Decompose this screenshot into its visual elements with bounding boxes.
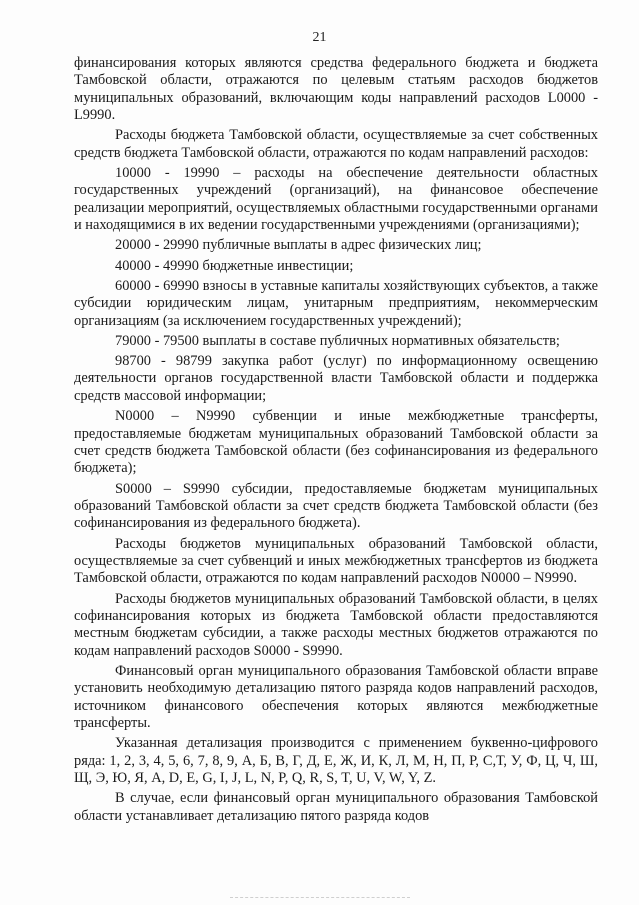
paragraph: 40000 - 49990 бюджетные инвестиции; — [115, 257, 354, 274]
paragraph: 98700 - 98799 закупка работ (услуг) по информационному освещению деятельности органов государственной власти Тамбовской области и поддержка средств массовой информации; — [74, 353, 598, 404]
page-number: 21 — [312, 30, 327, 45]
paragraph: N0000 – N9990 субвенции и иные межбюджетные трансферты, предоставляемые бюджетам муниципальных образований Тамбовской области за счет средств бюджета Тамбовской области (без софинансирования из федерального бюджета); — [74, 408, 598, 477]
paragraph: 79000 - 79500 выплаты в составе публичных нормативных обязательств; — [115, 332, 560, 349]
paragraph: Финансовый орган муниципального образования Тамбовской области вправе установить необходимую детализацию пятого разряда кодов направлений расходов, источником финансового обеспечения которых являются межбюджетные трансферты. — [74, 662, 598, 732]
paragraph: Расходы бюджетов муниципальных образований Тамбовской области, в целях софинансирования которых из бюджета Тамбовской области предоставляются местным бюджетам субсидии, а также расходы местных бюджетов отражаются по кодам направлений расходов S0000 - S9990. — [74, 590, 598, 659]
paragraph: 60000 - 69990 взносы в уставные капиталы хозяйствующих субъектов, а также субсидии юридическим лицам, унитарным предприятиям, некоммерческим организациям (за исключением государственных учреждений); — [74, 277, 598, 329]
paragraph: Указанная детализация производится с применением буквенно-цифрового ряда: 1, 2, 3, 4, 5, 6, 7, 8, 9, А, Б, В, Г, Д, Е, Ж, И, К, Л, М, Н, П, Р, С,Т, У, Ф, Ц, Ч, Ш, Щ, Э, Ю, Я, A, D, E, G, I, J, L, N, P, Q, R, S, T, U, V, W, Y, Z. — [74, 735, 598, 787]
paragraph: 10000 - 19990 – расходы на обеспечение деятельности областных государственных учреждений (организаций), на финансовое обеспечение реализации мероприятий, осуществляемых областными государственными органами и находящимися в их ведении государственными учреждениями (организациями); — [74, 165, 598, 234]
paragraph: финансирования которых являются средства федерального бюджета и бюджета Тамбовской области, отражаются по целевым статьям расходов бюджетов муниципальных образований, включающим коды направлений расходов L0000 - L9990. — [74, 55, 598, 124]
paragraph: 20000 - 29990 публичные выплаты в адрес физических лиц; — [115, 237, 482, 254]
scan-artifact-line — [230, 897, 410, 899]
paragraph: Расходы бюджета Тамбовской области, осуществляемые за счет собственных средств бюджета Тамбовской области, отражаются по кодам направлений расходов: — [74, 127, 598, 161]
document-body — [74, 55, 598, 825]
paragraph: Расходы бюджетов муниципальных образований Тамбовской области, осуществляемые за счет субвенций и иных межбюджетных трансфертов из бюджета Тамбовской области, отражаются по кодам направлений расходов N0000 – N9990. — [74, 535, 598, 587]
paragraph: S0000 – S9990 субсидии, предоставляемые бюджетам муниципальных образований Тамбовской области за счет средств бюджета Тамбовской области (без софинансирования из федерального бюджета). — [74, 480, 598, 532]
paragraph: В случае, если финансовый орган муниципального образования Тамбовской области устанавливает детализацию пятого разряда кодов — [74, 790, 598, 824]
